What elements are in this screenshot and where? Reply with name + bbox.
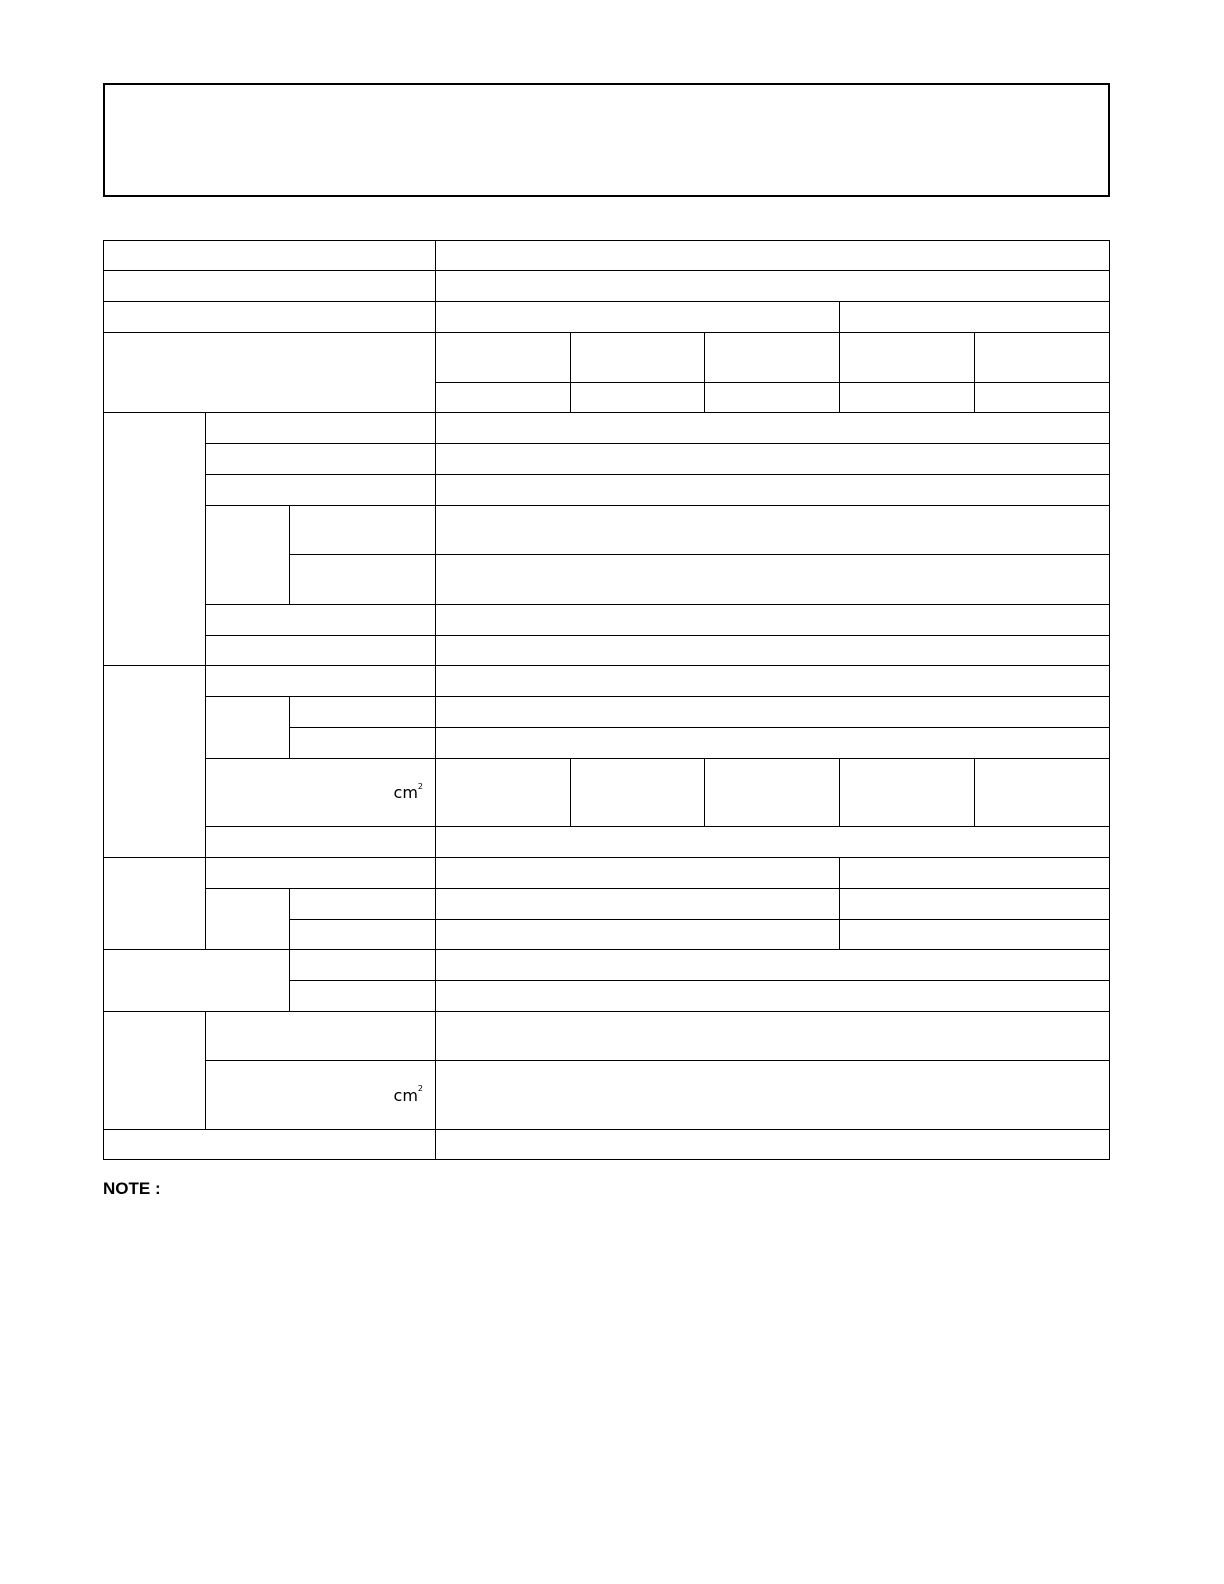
- value-cell[interactable]: [840, 920, 1110, 950]
- value-cell[interactable]: [436, 555, 1110, 605]
- value-cell[interactable]: [436, 506, 1110, 555]
- grid-value-cell[interactable]: [571, 759, 705, 827]
- label-cell: [104, 333, 436, 413]
- grid-header-cell: [840, 333, 975, 383]
- area-unit-label: [206, 759, 436, 827]
- area-unit-text: cm: [393, 1085, 418, 1105]
- label-cell: [104, 271, 436, 302]
- value-cell[interactable]: [436, 444, 1110, 475]
- grid-value-cell[interactable]: [705, 383, 840, 413]
- value-cell[interactable]: [436, 920, 840, 950]
- label-cell: [290, 889, 436, 920]
- label-cell: [290, 981, 436, 1012]
- value-cell[interactable]: [436, 475, 1110, 506]
- value-cell[interactable]: [436, 981, 1110, 1012]
- value-cell[interactable]: [436, 858, 840, 889]
- label-cell: [206, 666, 436, 697]
- subgroup-label-cell: [206, 697, 290, 759]
- value-cell[interactable]: [436, 1012, 1110, 1061]
- group-label-cell: [104, 666, 206, 858]
- form-title-box: [103, 83, 1110, 197]
- area-unit-exponent: 2: [417, 1084, 424, 1094]
- grid-header-cell: [705, 333, 840, 383]
- label-cell: [104, 1130, 436, 1160]
- value-cell[interactable]: [436, 636, 1110, 666]
- value-cell[interactable]: [436, 413, 1110, 444]
- value-cell[interactable]: [840, 302, 1110, 333]
- value-cell[interactable]: [436, 666, 1110, 697]
- label-cell: [290, 697, 436, 728]
- grid-header-cell: [975, 333, 1110, 383]
- label-cell: [206, 413, 436, 444]
- value-cell[interactable]: [436, 950, 1110, 981]
- label-cell: [290, 920, 436, 950]
- group-label-cell: [104, 1012, 206, 1130]
- label-cell: [206, 827, 436, 858]
- grid-value-cell[interactable]: [571, 383, 705, 413]
- value-cell[interactable]: [436, 1061, 1110, 1130]
- note-label: NOTE :: [103, 1179, 161, 1198]
- label-cell: [290, 950, 436, 981]
- label-cell: [290, 506, 436, 555]
- value-cell[interactable]: [436, 241, 1110, 271]
- spec-form-table: [103, 240, 1110, 1160]
- label-cell: [290, 555, 436, 605]
- label-cell: [206, 858, 436, 889]
- label-cell: [104, 302, 436, 333]
- subgroup-label-cell: [206, 506, 290, 605]
- label-cell: [290, 728, 436, 759]
- label-cell: [206, 1012, 436, 1061]
- group-label-cell: [104, 413, 206, 666]
- group-label-cell: [104, 858, 206, 950]
- value-cell[interactable]: [436, 728, 1110, 759]
- area-unit-exponent: 2: [417, 781, 424, 791]
- group-label-cell: [104, 950, 290, 1012]
- grid-header-cell: [436, 333, 571, 383]
- label-cell: [206, 444, 436, 475]
- area-unit-label: [206, 1061, 436, 1130]
- label-cell: [104, 241, 436, 271]
- value-cell[interactable]: [436, 605, 1110, 636]
- label-cell: [206, 605, 436, 636]
- value-cell[interactable]: [436, 1130, 1110, 1160]
- grid-value-cell[interactable]: [840, 383, 975, 413]
- subgroup-label-cell: [206, 889, 290, 950]
- grid-value-cell[interactable]: [975, 383, 1110, 413]
- area-unit-text: cm: [393, 783, 418, 802]
- value-cell[interactable]: [840, 858, 1110, 889]
- label-cell: [206, 475, 436, 506]
- grid-value-cell[interactable]: [436, 759, 571, 827]
- value-cell[interactable]: [436, 271, 1110, 302]
- grid-value-cell[interactable]: [436, 383, 571, 413]
- value-cell[interactable]: [436, 889, 840, 920]
- value-cell[interactable]: [436, 827, 1110, 858]
- grid-value-cell[interactable]: [840, 759, 975, 827]
- grid-value-cell[interactable]: [705, 759, 840, 827]
- grid-header-cell: [571, 333, 705, 383]
- label-cell: [206, 636, 436, 666]
- grid-value-cell[interactable]: [975, 759, 1110, 827]
- value-cell[interactable]: [436, 302, 840, 333]
- value-cell[interactable]: [840, 889, 1110, 920]
- value-cell[interactable]: [436, 697, 1110, 728]
